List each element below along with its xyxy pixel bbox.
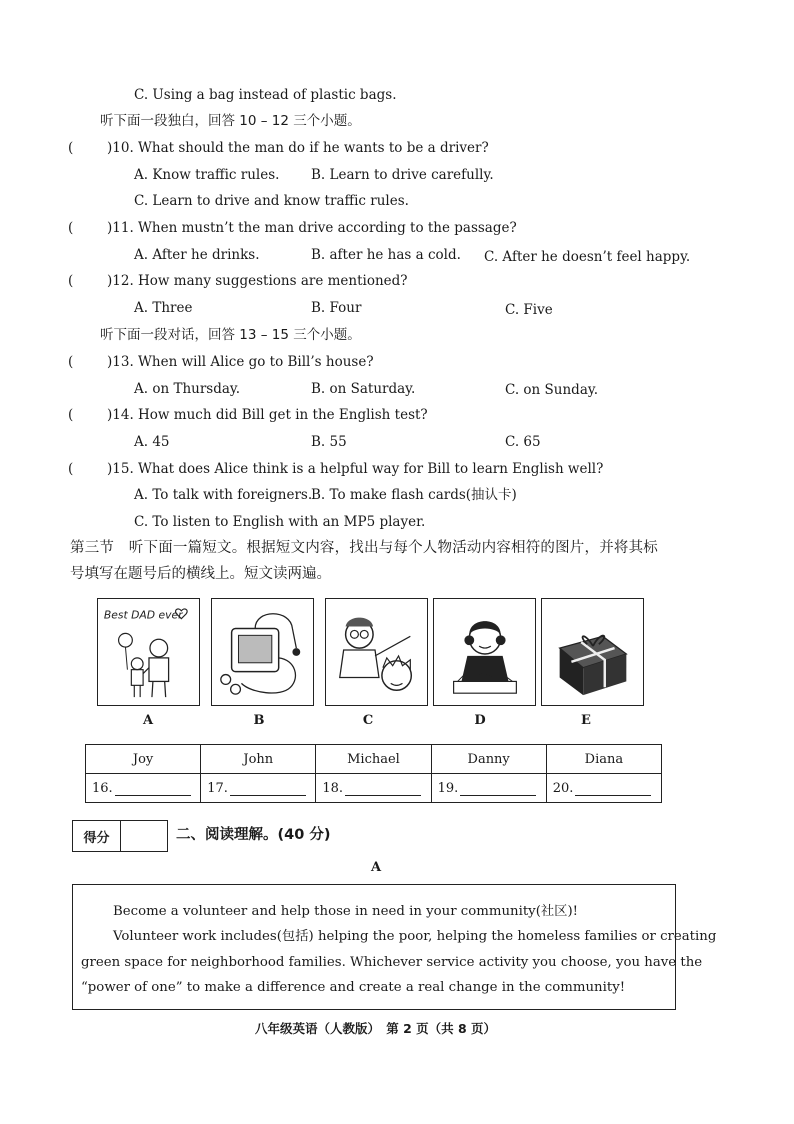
passage-line-4: “power of one” to make a difference and create a real change in the community! — [81, 980, 626, 995]
name-joy: Joy — [86, 745, 201, 774]
score-box[interactable] — [72, 820, 168, 852]
score-label: 得分 — [73, 821, 121, 851]
answer-table-blank-row — [86, 774, 662, 803]
picture-label-b: B — [253, 713, 265, 728]
q13-option-b: B. on Saturday. — [311, 381, 416, 397]
answer-blank-17[interactable] — [230, 782, 306, 796]
picture-a-dad-and-child — [97, 598, 200, 706]
section3-instruction-line1: 第三节 听下面一篇短文。根据短文内容，找出与每个人物活动内容相符的图片，并将其标 — [70, 540, 658, 556]
picture-d-girl-cooking — [433, 598, 536, 706]
q10-option-a: A. Know traffic rules. — [134, 167, 280, 183]
q14-option-a: A. 45 — [134, 434, 170, 450]
answer-cell-18[interactable] — [316, 774, 431, 803]
picture-a-caption: Best DAD ever — [103, 608, 183, 622]
question-11: )11. When mustn’t the man drive according to the passage? — [107, 220, 517, 236]
picture-c-teacher-and-boy — [325, 598, 428, 706]
answer-blank-18[interactable] — [345, 782, 421, 796]
answer-cell-19[interactable] — [431, 774, 546, 803]
q11-option-a: A. After he drinks. — [134, 247, 260, 263]
q10-option-c: C. Learn to drive and know traffic rules. — [134, 193, 409, 209]
answer-number-20: 20. — [552, 780, 574, 796]
q15-option-b: B. To make flash cards(抽认卡) — [311, 487, 517, 503]
question-15: )15. What does Alice think is a helpful way for Bill to learn English well? — [107, 461, 604, 477]
q13-option-c: C. on Sunday. — [505, 382, 598, 398]
picture-label-c: C — [362, 713, 374, 728]
passage-line-3: green space for neighborhood families. Whichever service activity you choose, you have the — [81, 955, 703, 970]
q12-option-c: C. Five — [505, 302, 553, 318]
section3-instruction-line2: 号填写在题号后的横线上。短文读两遍。 — [70, 566, 331, 582]
picture-label-a: A — [142, 713, 154, 728]
answer-number-18: 18. — [322, 780, 344, 796]
question-10: )10. What should the man do if he wants to be a driver? — [107, 140, 489, 156]
answer-cell-20[interactable] — [546, 774, 661, 803]
name-michael: Michael — [316, 745, 431, 774]
passage-line-1: Become a volunteer and help those in need in your community(社区)! — [113, 904, 579, 919]
answer-number-17: 17. — [207, 780, 228, 796]
q12-option-a: A. Three — [134, 300, 193, 316]
answer-paren-10: ( — [68, 140, 74, 156]
answer-cell-16[interactable] — [86, 774, 201, 803]
answer-blank-16[interactable] — [115, 782, 191, 796]
answer-paren-11: ( — [68, 220, 74, 236]
answer-table-header-row — [86, 745, 662, 774]
answer-table — [85, 744, 662, 803]
page-footer: 八年级英语（人教版） 第 2 页（共 8 页） — [255, 1021, 497, 1036]
passage-box — [72, 884, 717, 1010]
q12-option-b: B. Four — [311, 300, 362, 316]
answer-number-19: 19. — [437, 780, 459, 796]
q9-option-c: C. Using a bag instead of plastic bags. — [134, 87, 397, 103]
picture-b-mp5-player — [211, 598, 314, 706]
name-danny: Danny — [431, 745, 546, 774]
answer-paren-13: ( — [68, 354, 74, 370]
part2-title: 二、阅读理解。(40 分) — [176, 827, 331, 843]
q14-option-b: B. 55 — [311, 434, 347, 450]
answer-paren-15: ( — [68, 461, 74, 477]
answer-number-16: 16. — [92, 780, 113, 796]
name-john: John — [201, 745, 316, 774]
q11-option-c: C. After he doesn’t feel happy. — [484, 249, 691, 265]
answer-blank-19[interactable] — [460, 782, 536, 796]
picture-e-gift-box — [541, 598, 644, 706]
picture-label-d: D — [474, 713, 486, 728]
question-12: )12. How many suggestions are mentioned? — [107, 273, 408, 289]
q14-option-c: C. 65 — [505, 434, 541, 450]
q15-option-c: C. To listen to English with an MP5 player. — [134, 514, 426, 530]
q11-option-b: B. after he has a cold. — [311, 247, 461, 263]
passage-label-a: A — [371, 860, 382, 875]
answer-paren-12: ( — [68, 273, 74, 289]
q15-option-a: A. To talk with foreigners. — [134, 487, 313, 503]
instruction-10-12: 听下面一段独白，回答 10 – 12 三个小题。 — [100, 113, 361, 129]
answer-cell-17[interactable] — [201, 774, 316, 803]
question-14: )14. How much did Bill get in the English test? — [107, 407, 428, 423]
name-diana: Diana — [546, 745, 661, 774]
picture-label-e: E — [581, 713, 591, 728]
q13-option-a: A. on Thursday. — [134, 381, 241, 397]
answer-blank-20[interactable] — [575, 782, 651, 796]
passage-line-2: Volunteer work includes(包括) helping the poor, helping the homeless families or creating — [113, 929, 717, 944]
question-13: )13. When will Alice go to Bill’s house? — [107, 354, 374, 370]
q10-option-b: B. Learn to drive carefully. — [311, 167, 494, 183]
instruction-13-15: 听下面一段对话，回答 13 – 15 三个小题。 — [100, 327, 361, 343]
answer-paren-14: ( — [68, 407, 74, 423]
